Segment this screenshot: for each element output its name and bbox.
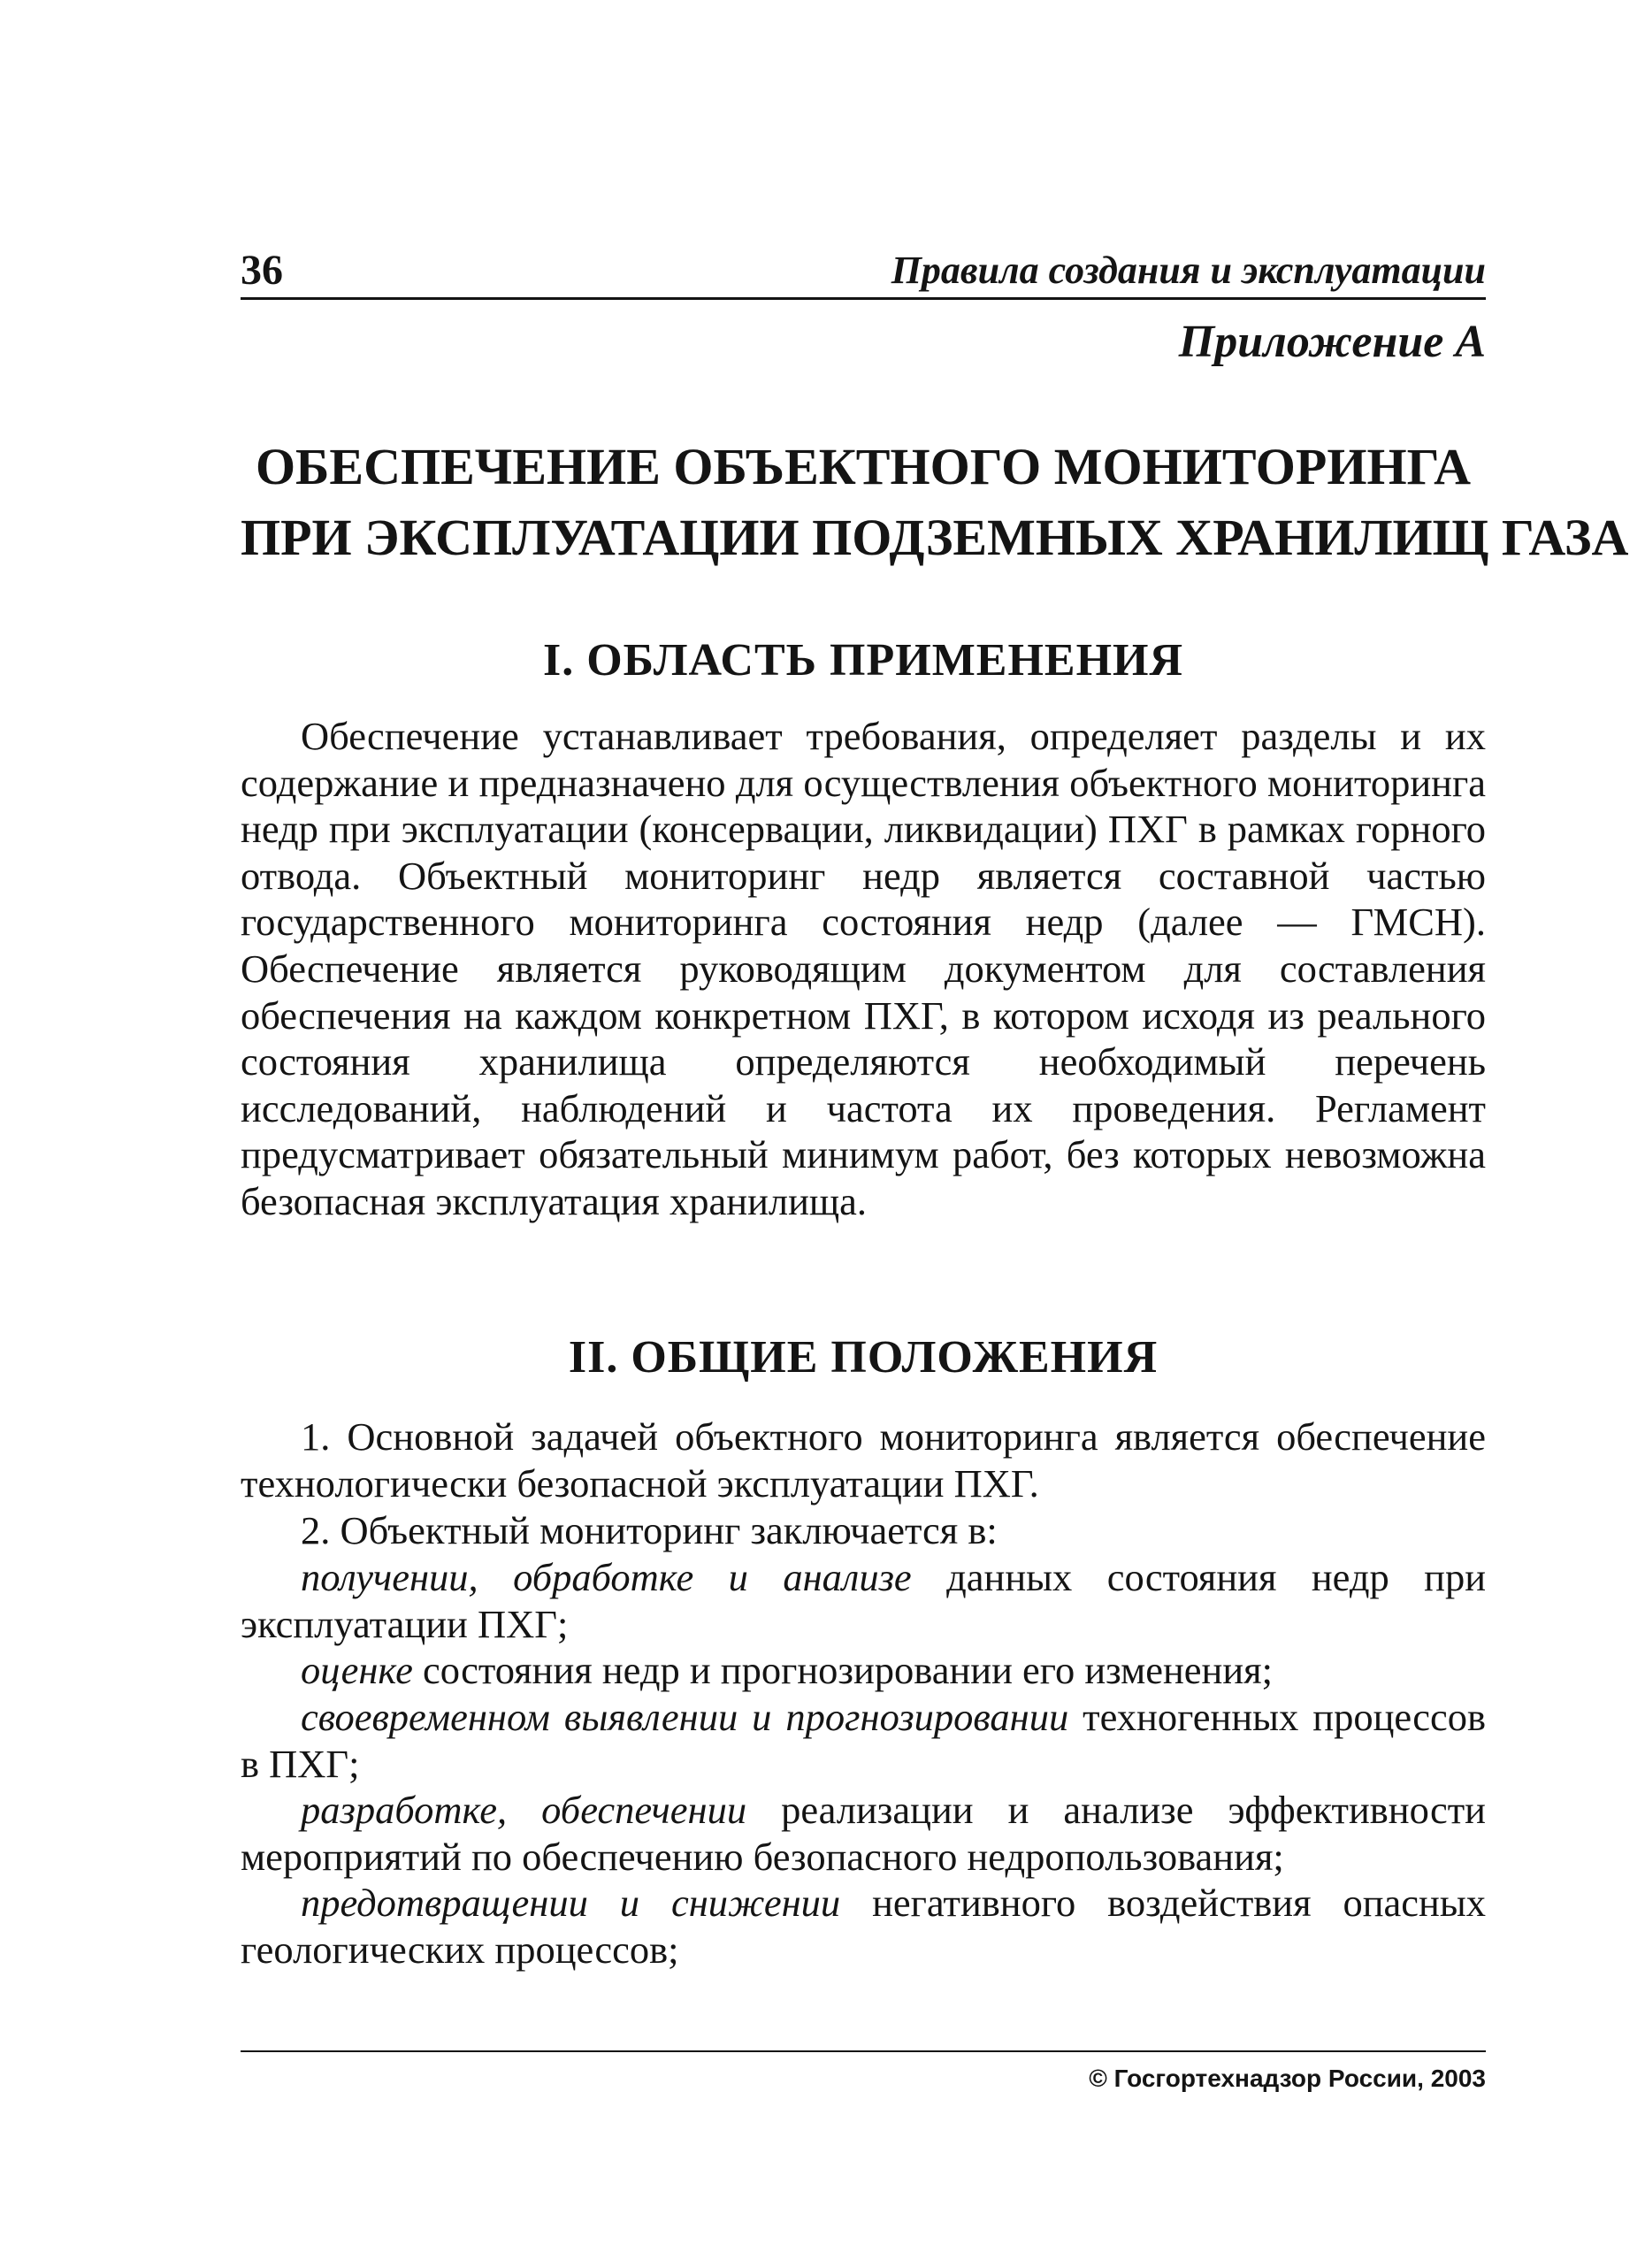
section-1-heading: I. ОБЛАСТЬ ПРИМЕНЕНИЯ: [542, 635, 1184, 686]
section-2-heading: II. ОБЩИЕ ПОЛОЖЕНИЯ: [568, 1332, 1159, 1383]
list-item: [241, 1787, 1486, 1880]
appendix-label: Приложение А: [1178, 317, 1486, 367]
list-item-lead: своевременном выявлении и прогнозировании: [301, 1695, 1069, 1739]
list-item-lead: разработке, обеспечении: [301, 1788, 747, 1832]
page-number: 36: [241, 247, 283, 294]
list-item: [241, 1554, 1486, 1647]
document-title: [241, 432, 1629, 573]
list-item-rest: техногенных процессов в ПХГ;: [241, 1695, 1487, 1786]
header-rule: [241, 297, 1486, 300]
title-line-2: ПРИ ЭКСПЛУАТАЦИИ ПОДЗЕМНЫХ ХРАНИЛИЩ ГАЗА: [241, 509, 1629, 566]
list-item-rest: реализации и анализе эффективности мероприятий по обеспечению безопасного недропользования;: [241, 1788, 1486, 1879]
footer-copyright: © Госгортехнадзор России, 2003: [1089, 2065, 1486, 2092]
section-1-paragraph: Обеспечение устанавливает требования, определяет разделы и их содержание и предназначено для осуществления объектного мониторинга недр при эксплуатации (консервации, ликвидации) ПХГ в рамках горного отвода. Объектный мониторинг недр является составной частью государственного мониторинга состояния недр (далее — ГМСН). Обеспечение является руководящим документом для составления обеспечения на каждом конкретном ПХГ, в котором исходя из реального состояния хранилища определяются необходимый перечень исследований, наблюдений и частота их проведения. Регламент предусматривает обязательный минимум работ, без которых невозможна безопасная эксплуатация хранилища.: [241, 714, 1486, 1223]
list-item-rest: состояния недр и прогнозировании его изменения;: [412, 1648, 1274, 1692]
list-item-rest: данных состояния недр при эксплуатации ПХГ;: [241, 1555, 1487, 1646]
section-2-item-2: 2. Объектный мониторинг заключается в:: [301, 1508, 998, 1552]
section-2-item-1: 1. Основной задачей объектного мониторинга является обеспечение технологически безопасной эксплуатации ПХГ.: [241, 1414, 1486, 1506]
title-line-1: ОБЕСПЕЧЕНИЕ ОБЪЕКТНОГО МОНИТОРИНГА: [255, 438, 1472, 495]
list-item-lead: оценке: [301, 1648, 413, 1692]
list-item: [241, 1880, 1486, 1973]
list-item: [241, 1647, 1486, 1694]
list-item-lead: получении, обработке и анализе: [301, 1555, 912, 1599]
footer-rule: [241, 2050, 1486, 2052]
running-title: Правила создания и эксплуатации: [891, 249, 1486, 292]
page-header: [241, 244, 1486, 297]
list-item: [241, 1694, 1486, 1787]
list-item-lead: предотвращении и снижении: [301, 1881, 841, 1925]
list-item-rest: негативного воздействия опасных геологических процессов;: [241, 1881, 1486, 1972]
